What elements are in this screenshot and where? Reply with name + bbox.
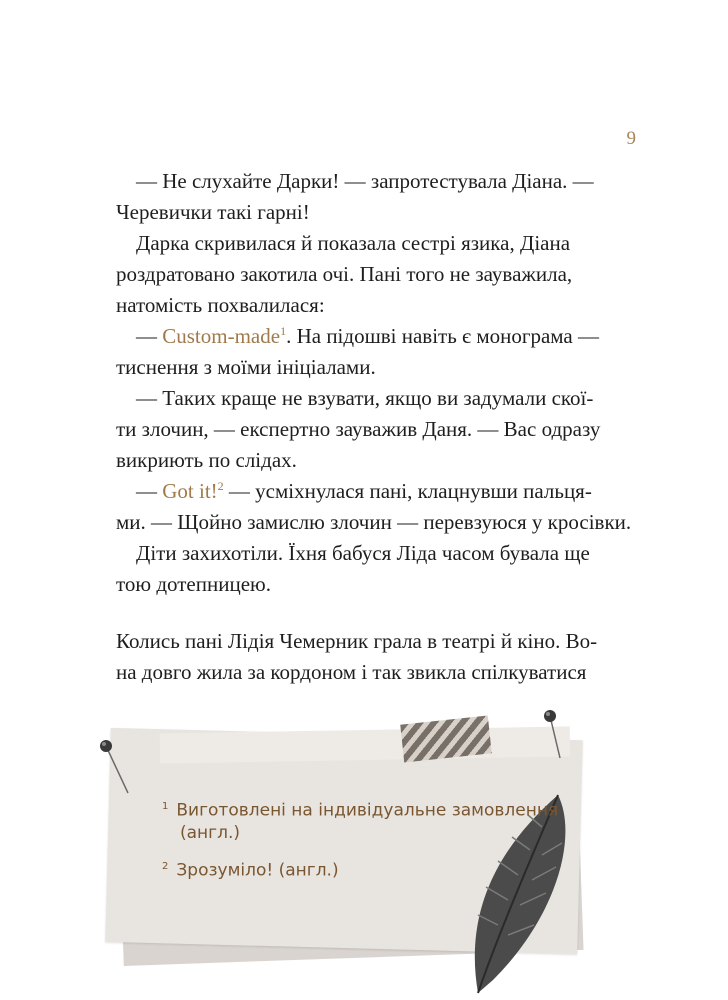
footnote-number: 1 [162,801,169,812]
pin-icon [98,738,138,798]
text-line: викриють по слідах. [116,448,297,472]
text-rest: — усміхнулася пані, клацнувши пальця- [223,479,592,503]
footnote-mark: 1 [280,324,287,338]
page-number: 9 [626,128,636,149]
footnote-card [0,700,728,1000]
english-term: Custom-made [162,324,281,348]
text-line: Колись пані Лідія Чемерник грала в театрі й кіно. Во- [116,629,598,653]
dash: — [136,479,163,503]
text-line: ти злочин, — експертно зауважив Даня. — Вас одразу [116,417,601,441]
text-line: Черевички такі гарні! [116,200,310,224]
footnote-text: Виготовлені на індивідуальне замовлення [176,800,559,821]
text-line: Діти захихотіли. Їхня бабуся Ліда часом бувала ще [136,541,590,565]
text-line: роздратовано закотила очі. Пані того не зауважила, [116,262,573,286]
text-line: — Не слухайте Дарки! — запротестувала Діана. — [136,169,594,193]
english-term: Got it! [162,479,218,503]
text-line: тою дотепницею. [116,572,271,596]
text-line: натомість похвалилася: [116,293,325,317]
text-line: ми. — Щойно замислю злочин — перевзуюся у кросівки. [116,510,632,534]
footnote-number: 2 [162,861,169,872]
text-rest: . На підошві навіть є монограма — [286,324,599,348]
footnote-text: Зрозуміло! (англ.) [176,860,339,881]
body-text [116,166,632,688]
text-line: на довго жила за кордоном і так звикла спілкуватися [116,660,587,684]
footnote-1-cont: (англ.) [180,823,240,843]
text-line: — Таких краще не взувати, якщо ви задумали скої- [136,386,594,410]
text-line-with-footnote [116,321,626,352]
text-line-with-footnote [116,476,626,507]
text-line: тиснення з моїми ініціалами. [116,355,376,379]
dash: — [136,324,163,348]
footnote-2 [162,854,339,884]
footnote-mark: 2 [217,479,224,493]
pin-icon [530,708,570,768]
text-line: Дарка скривилася й показала сестрі язика, Діана [136,231,571,255]
